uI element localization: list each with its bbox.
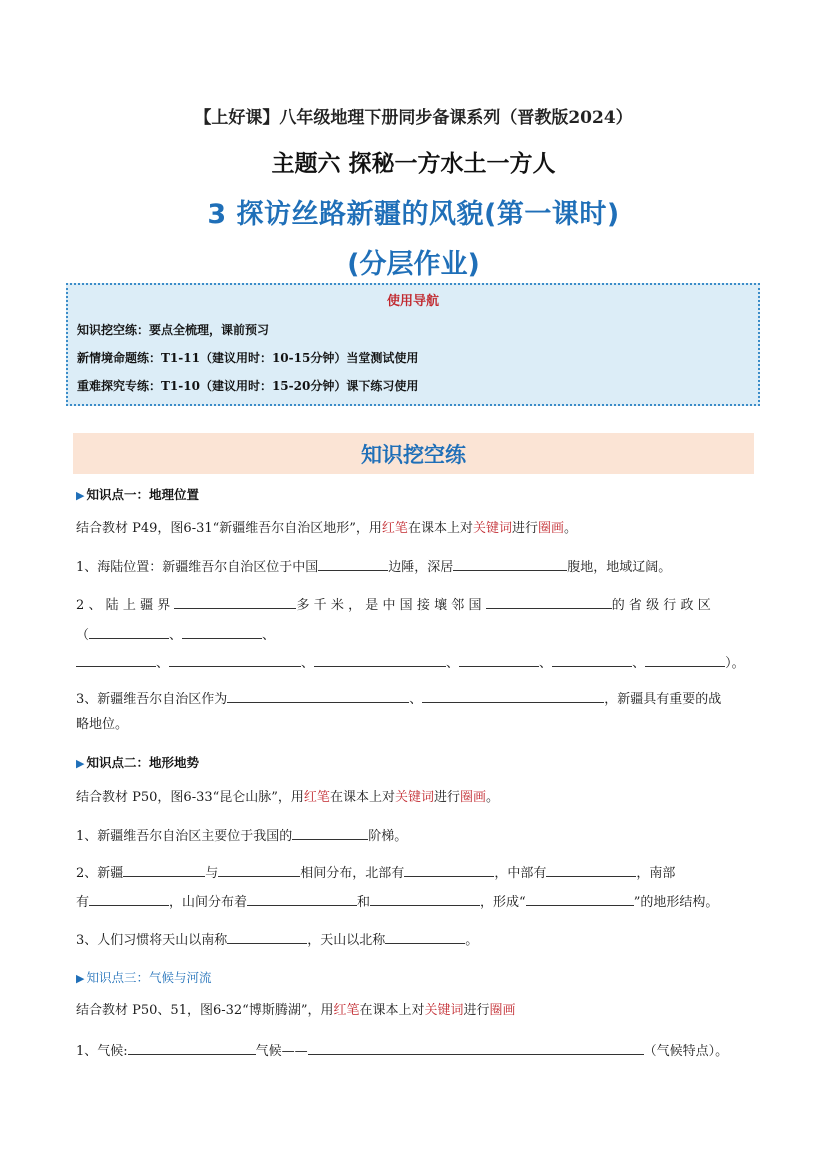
text: 、 — [539, 656, 553, 671]
answer-blank[interactable] — [552, 652, 632, 667]
answer-blank[interactable] — [227, 688, 409, 703]
nav-line-preview: 知识挖空练：要点全梳理，课前预习 — [77, 323, 270, 337]
answer-blank[interactable] — [453, 556, 567, 571]
answer-blank[interactable] — [182, 624, 262, 639]
text: ，山间分布着 — [169, 895, 248, 910]
text: ，新疆具有重要的战 — [604, 692, 722, 707]
red-text: 红笔 — [303, 790, 330, 805]
text: 相间分布，北部有 — [300, 866, 405, 881]
text: （ — [76, 628, 90, 643]
text: 结合教材 P49，图6-31“新疆维吾尔自治区地形”，用 — [76, 521, 382, 536]
text: 、 — [169, 628, 183, 643]
kp2-heading — [76, 753, 199, 771]
red-text: 关键词 — [472, 521, 512, 536]
text: 结合教材 P50、51，图6-32“博斯腾湖”，用 — [76, 1003, 334, 1018]
text: 、 — [301, 656, 315, 671]
kp2-intro — [76, 789, 499, 807]
section-banner — [73, 433, 754, 474]
kp1-q3-line1 — [76, 688, 721, 709]
answer-blank[interactable] — [89, 891, 169, 906]
text: 在课本上对 — [407, 521, 473, 536]
answer-blank[interactable] — [318, 556, 388, 571]
answer-blank[interactable] — [385, 929, 465, 944]
answer-blank[interactable] — [174, 594, 296, 609]
kp3-q1 — [76, 1040, 728, 1061]
text: 多千米，是中国接壤邻国 — [296, 598, 486, 613]
answer-blank[interactable] — [422, 688, 604, 703]
text: 1、海陆位置：新疆维吾尔自治区位于中国 — [76, 560, 319, 575]
kp1-intro — [76, 520, 577, 538]
nav-line-class-test: 新情境命题练：T1-11（建议用时：10-15分钟）当堂测试使用 — [77, 351, 419, 365]
kp1-q2-line1 — [76, 594, 715, 615]
text: ，形成“ — [480, 895, 526, 910]
answer-blank[interactable] — [76, 652, 156, 667]
answer-blank[interactable] — [314, 652, 446, 667]
answer-blank[interactable] — [123, 862, 205, 877]
red-text: 圈画 — [489, 1003, 516, 1018]
theme-title: 主题六 探秘一方水土一方人 — [271, 150, 556, 177]
kp3-intro — [76, 1002, 516, 1020]
kp2-q2-line2 — [76, 891, 718, 912]
text: 3、人们习惯将天山以南称 — [76, 933, 228, 948]
text: 阶梯。 — [368, 829, 408, 844]
kp3-heading-text: 知识点三：气候与河流 — [86, 970, 212, 985]
text: 进行 — [511, 521, 538, 536]
text: 边陲，深居 — [388, 560, 454, 575]
kp2-heading-text: 知识点二：地形地势 — [86, 755, 199, 770]
answer-blank[interactable] — [645, 652, 725, 667]
text: 、 — [446, 656, 460, 671]
text: ，南部 — [636, 866, 676, 881]
triangle-icon: ▶ — [76, 757, 85, 770]
triangle-icon: ▶ — [76, 972, 85, 985]
text: ，天山以北称 — [307, 933, 386, 948]
text: ）。 — [725, 656, 745, 671]
text: （气候特点）。 — [643, 1044, 729, 1059]
text: 、 — [156, 656, 170, 671]
text: 2、陆上疆界 — [76, 598, 175, 613]
kp1-heading-text: 知识点一：地理位置 — [86, 487, 199, 502]
answer-blank[interactable] — [292, 825, 368, 840]
answer-blank[interactable] — [227, 929, 307, 944]
lesson-title: 3 探访丝路新疆的风貌(第一课时) — [207, 199, 620, 230]
text: 、 — [409, 692, 423, 707]
text: 和 — [357, 895, 371, 910]
red-text: 红笔 — [381, 521, 408, 536]
text: 1、气候: — [76, 1044, 128, 1059]
kp2-q3 — [76, 929, 478, 950]
kp1-q2-line2 — [76, 624, 275, 645]
answer-blank[interactable] — [546, 862, 636, 877]
usage-nav-box — [66, 283, 760, 406]
answer-blank[interactable] — [128, 1040, 256, 1055]
layered-subtitle: (分层作业) — [347, 249, 480, 280]
text: 、 — [262, 628, 276, 643]
kp3-heading — [76, 968, 211, 986]
text: 的省级行政区 — [611, 598, 715, 613]
text: ”的地形结构。 — [633, 895, 719, 910]
answer-blank[interactable] — [486, 594, 612, 609]
text: 1、新疆维吾尔自治区主要位于我国的 — [76, 829, 293, 844]
answer-blank[interactable] — [526, 891, 634, 906]
series-title: 【上好课】八年级地理下册同步备课系列（晋教版2024） — [194, 108, 633, 128]
text: 。 — [486, 790, 500, 805]
text: 。 — [465, 933, 479, 948]
text: ，中部有 — [494, 866, 547, 881]
red-text: 关键词 — [424, 1003, 464, 1018]
red-text: 圈画 — [459, 790, 486, 805]
kp1-q1 — [76, 556, 671, 577]
text: 进行 — [433, 790, 460, 805]
red-text: 红笔 — [333, 1003, 360, 1018]
kp1-heading — [76, 485, 199, 503]
text: 在课本上对 — [359, 1003, 425, 1018]
text: 、 — [632, 656, 646, 671]
nav-title: 使用导航 — [386, 294, 439, 309]
nav-line-homework: 重难探究专练：T1-10（建议用时：15-20分钟）课下练习使用 — [77, 379, 419, 393]
answer-blank[interactable] — [404, 862, 494, 877]
text: 腹地，地域辽阔。 — [567, 560, 672, 575]
text: 结合教材 P50，图6-33“昆仑山脉”，用 — [76, 790, 304, 805]
red-text: 关键词 — [394, 790, 434, 805]
triangle-icon: ▶ — [76, 489, 85, 502]
text: 有 — [76, 895, 90, 910]
text: 气候—— — [255, 1044, 308, 1059]
kp2-q2-line1 — [76, 862, 675, 883]
text: 进行 — [463, 1003, 490, 1018]
section-title: 知识挖空练 — [361, 443, 466, 467]
kp1-q2-line3 — [76, 652, 745, 673]
kp1-q3-line2: 略地位。 — [76, 717, 129, 732]
text: 与 — [205, 866, 219, 881]
red-text: 圈画 — [537, 521, 564, 536]
text: 。 — [564, 521, 578, 536]
answer-blank[interactable] — [308, 1040, 644, 1055]
text: 在课本上对 — [329, 790, 395, 805]
text: 2、新疆 — [76, 866, 124, 881]
answer-blank[interactable] — [89, 624, 169, 639]
answer-blank[interactable] — [218, 862, 300, 877]
kp2-q1 — [76, 825, 407, 846]
answer-blank[interactable] — [169, 652, 301, 667]
text: 3、新疆维吾尔自治区作为 — [76, 692, 228, 707]
answer-blank[interactable] — [370, 891, 480, 906]
answer-blank[interactable] — [459, 652, 539, 667]
answer-blank[interactable] — [247, 891, 357, 906]
